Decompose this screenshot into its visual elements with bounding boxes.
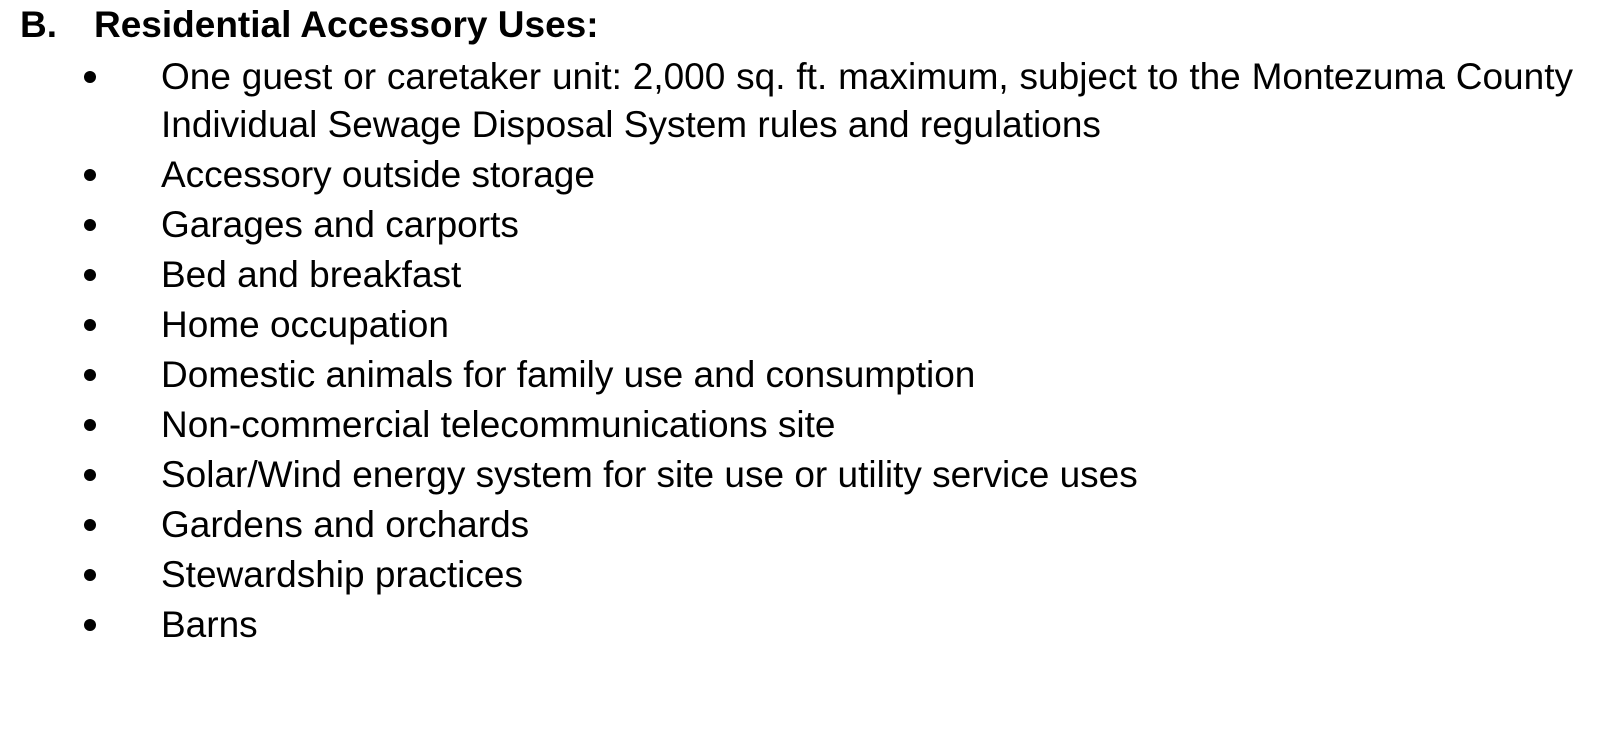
list-item (0, 151, 1600, 199)
list-item-text: Barns (161, 604, 258, 645)
bullet-icon (84, 319, 96, 331)
list-item-text: Non-commercial telecommunications site (161, 404, 836, 445)
bullet-icon (84, 469, 96, 481)
bullet-icon (84, 569, 96, 581)
list-item-text: Accessory outside storage (161, 154, 595, 195)
section-title: Residential Accessory Uses: (94, 4, 599, 45)
list-item-text: Garages and carports (161, 204, 519, 245)
bullet-icon (84, 71, 96, 83)
list-item (0, 251, 1600, 299)
list-item-text: Stewardship practices (161, 554, 523, 595)
list-item-text: Home occupation (161, 304, 449, 345)
list-item (0, 201, 1600, 249)
bullet-icon (84, 419, 96, 431)
accessory-uses-list (0, 53, 1600, 651)
list-item (0, 401, 1600, 449)
list-item (0, 601, 1600, 649)
section-marker: B. (20, 4, 57, 45)
list-item (0, 451, 1600, 499)
list-item (0, 551, 1600, 599)
section-heading (20, 2, 599, 48)
bullet-icon (84, 619, 96, 631)
bullet-icon (84, 269, 96, 281)
list-item (0, 501, 1600, 549)
list-item (0, 301, 1600, 349)
bullet-icon (84, 519, 96, 531)
list-item-text: One guest or caretaker unit: 2,000 sq. ft. maximum, subject to the Montezuma County Individual Sewage Disposal System rules and regulations (161, 56, 1573, 145)
list-item-text: Gardens and orchards (161, 504, 530, 545)
list-item-text: Domestic animals for family use and consumption (161, 354, 976, 395)
bullet-icon (84, 169, 96, 181)
list-item (0, 53, 1600, 149)
bullet-icon (84, 219, 96, 231)
list-item-text: Solar/Wind energy system for site use or utility service uses (161, 454, 1138, 495)
bullet-icon (84, 369, 96, 381)
list-item-text: Bed and breakfast (161, 254, 462, 295)
list-item (0, 351, 1600, 399)
